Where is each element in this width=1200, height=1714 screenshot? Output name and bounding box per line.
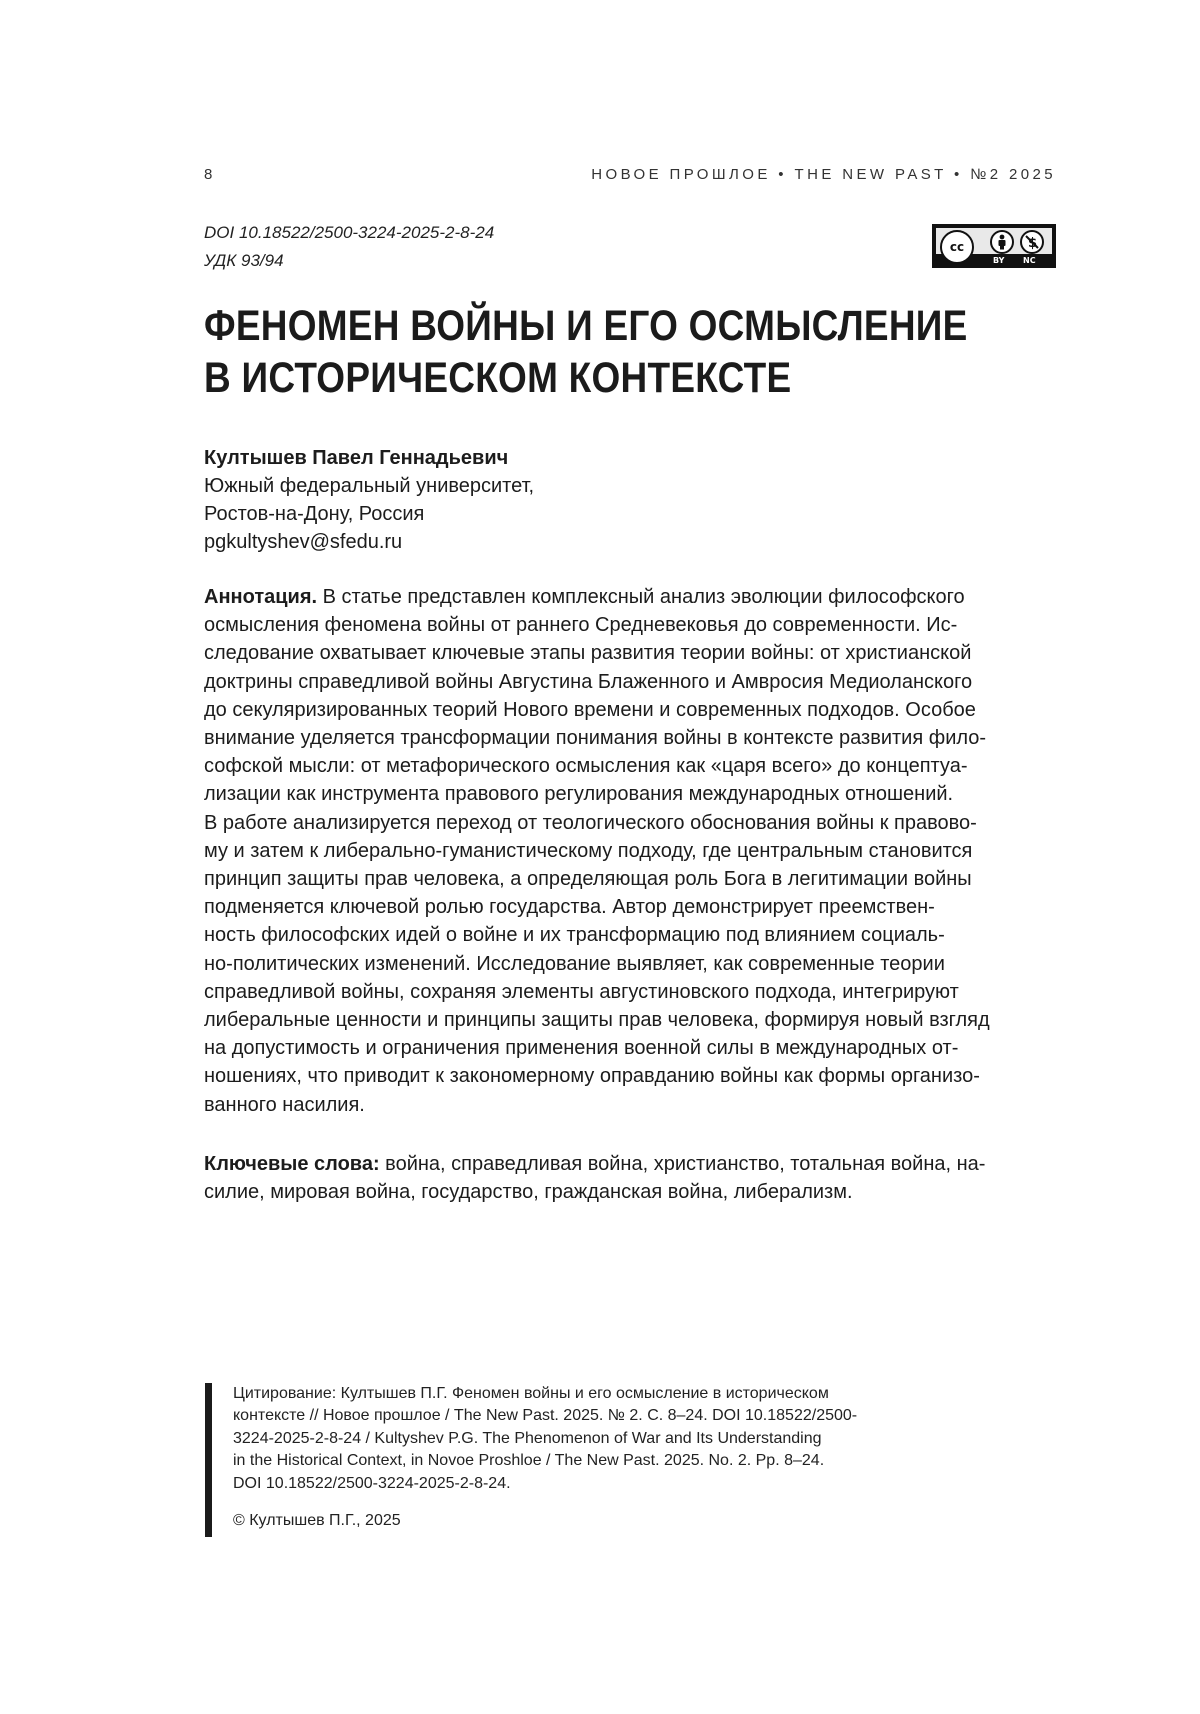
doi: DOI 10.18522/2500-3224-2025-2-8-24 — [204, 223, 494, 243]
cc-license-badge[interactable] — [932, 224, 1056, 268]
copyright: © Култышев П.Г., 2025 — [233, 1510, 401, 1532]
keywords — [204, 1150, 1054, 1206]
citation-line: in the Historical Context, in Novoe Proshloe / The New Past. 2025. No. 2. Pp. 8–24. — [233, 1450, 1033, 1472]
keywords-line: силие, мировая война, государство, гражданская война, либерализм. — [204, 1178, 1054, 1206]
by-person-icon — [990, 230, 1014, 254]
dollar-strike-glyph-icon — [1024, 234, 1040, 250]
abstract-line: до секуляризированных теорий Нового времени и современных подходов. Особое — [204, 696, 1054, 724]
udk: УДК 93/94 — [204, 251, 284, 271]
abstract — [204, 583, 1054, 1119]
abstract-label: Аннотация. — [204, 586, 317, 608]
citation-line: DOI 10.18522/2500-3224-2025-2-8-24. — [233, 1473, 1033, 1495]
citation-line: контексте // Новое прошлое / The New Past. 2025. № 2. С. 8–24. DOI 10.18522/2500- — [233, 1405, 1033, 1427]
by-label: BY — [993, 256, 1004, 265]
abstract-line: следование охватывает ключевые этапы развития теории войны: от христианской — [204, 639, 1054, 667]
abstract-line: ность философских идей о войне и их трансформацию под влиянием социаль- — [204, 921, 1054, 949]
running-header: НОВОЕ ПРОШЛОЕ • THE NEW PAST • №2 2025 — [591, 166, 1056, 183]
abstract-line: внимание уделяется трансформации понимания войны в контексте развития фило- — [204, 724, 1054, 752]
citation-bar — [205, 1383, 212, 1537]
page-number: 8 — [204, 166, 213, 183]
affiliation-line: Ростов-на-Дону, Россия — [204, 500, 534, 528]
abstract-line: подменяется ключевой ролью государства. Автор демонстрирует преемствен- — [204, 893, 1054, 921]
abstract-line: ванного насилия. — [204, 1091, 1054, 1119]
abstract-line: му и затем к либерально-гуманистическому подходу, где центральным становится — [204, 837, 1054, 865]
nc-dollar-icon — [1020, 230, 1044, 254]
title-line: ФЕНОМЕН ВОЙНЫ И ЕГО ОСМЫСЛЕНИЕ — [204, 300, 961, 352]
abstract-line: либеральные ценности и принципы защиты прав человека, формируя новый взгляд — [204, 1006, 1054, 1034]
article-title — [204, 300, 961, 404]
abstract-line: В работе анализируется переход от теологического обоснования войны к правово- — [204, 809, 1054, 837]
title-line: В ИСТОРИЧЕСКОМ КОНТЕКСТЕ — [204, 352, 961, 404]
abstract-line: ношениях, что приводит к закономерному оправданию войны как формы организо- — [204, 1062, 1054, 1090]
abstract-line: лизации как инструмента правового регулирования международных отношений. — [204, 780, 1054, 808]
abstract-line: принцип защиты прав человека, а определяющая роль Бога в легитимации войны — [204, 865, 1054, 893]
nc-label: NC — [1023, 256, 1036, 265]
citation-block — [233, 1383, 1033, 1495]
author-name: Култышев Павел Геннадьевич — [204, 444, 534, 472]
keywords-first-line: война, справедливая война, христианство, тотальная война, на- — [380, 1153, 986, 1175]
abstract-line: справедливой войны, сохраняя элементы августиновского подхода, интегрируют — [204, 978, 1054, 1006]
cc-icon: cc — [940, 230, 974, 264]
citation-line: 3224-2025-2-8-24 / Kultyshev P.G. The Phenomenon of War and Its Understanding — [233, 1428, 1033, 1450]
abstract-line: но-политических изменений. Исследование выявляет, как современные теории — [204, 950, 1054, 978]
abstract-line: доктрины справедливой войны Августина Блаженного и Амвросия Медиоланского — [204, 668, 1054, 696]
affiliation-line: Южный федеральный университет, — [204, 472, 534, 500]
abstract-line — [204, 583, 1054, 611]
keywords-line — [204, 1150, 1054, 1178]
keywords-label: Ключевые слова: — [204, 1153, 380, 1175]
author-email[interactable]: pgkultyshev@sfedu.ru — [204, 528, 534, 556]
abstract-line: софской мысли: от метафорического осмысления как «царя всего» до концептуа- — [204, 752, 1054, 780]
citation-line: Цитирование: Култышев П.Г. Феномен войны и его осмысление в историческом — [233, 1383, 1033, 1405]
abstract-line: на допустимость и ограничения применения военной силы в международных от- — [204, 1034, 1054, 1062]
abstract-first-line: В статье представлен комплексный анализ эволюции философского — [317, 586, 965, 608]
author-block — [204, 444, 534, 556]
person-glyph-icon — [995, 234, 1009, 250]
abstract-line: осмысления феномена войны от раннего Средневековья до современности. Ис- — [204, 611, 1054, 639]
